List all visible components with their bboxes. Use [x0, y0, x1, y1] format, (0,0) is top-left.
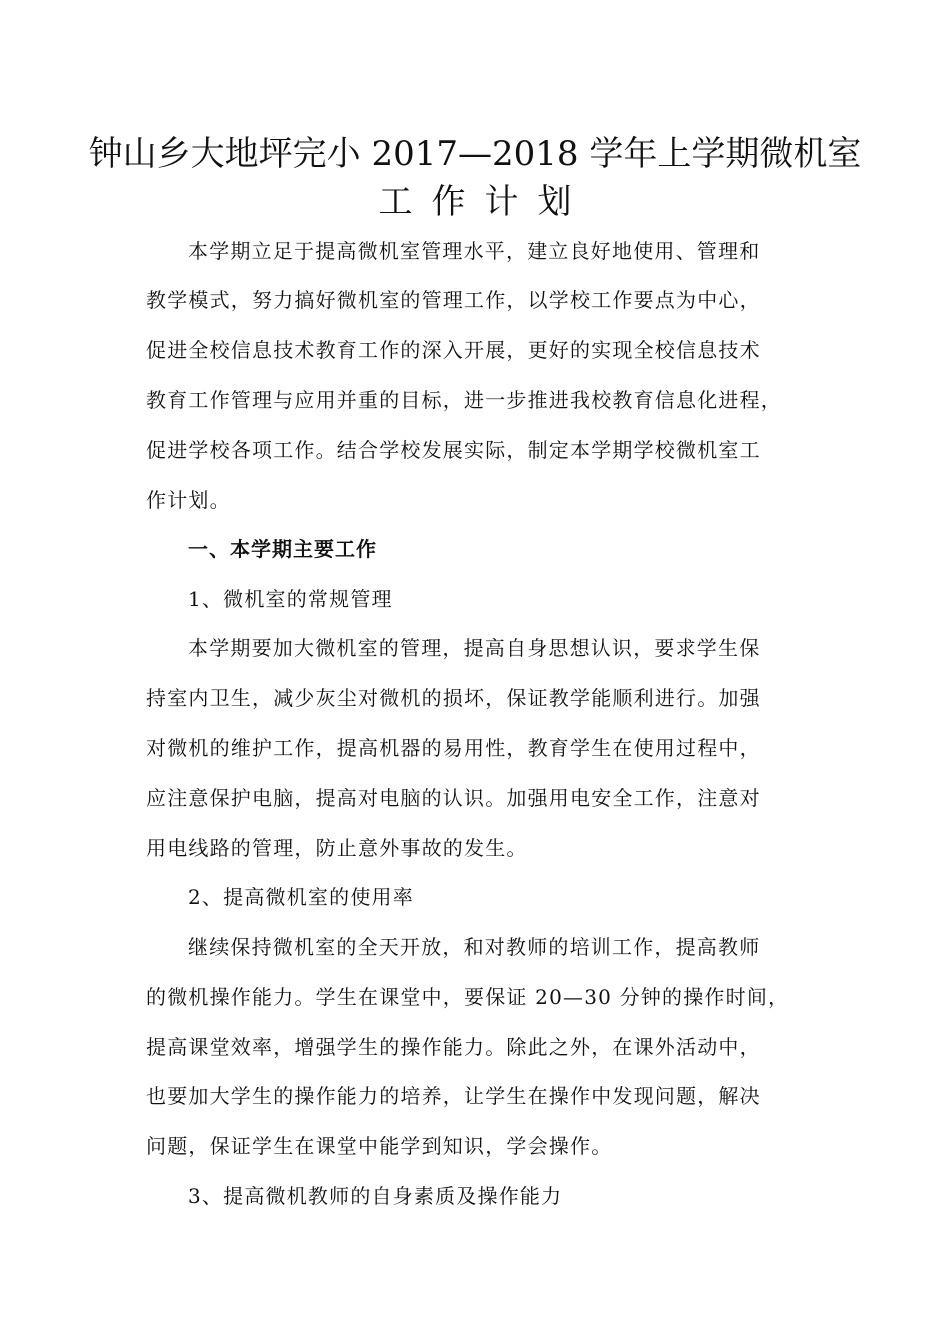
item-body-line: 本学期要加大微机室的管理，提高自身思想认识，要求学生保 [188, 636, 761, 660]
item-body-line: 继续保持微机室的全天开放，和对教师的培训工作，提高教师 [188, 935, 761, 959]
intro-line: 促进全校信息技术教育工作的深入开展，更好的实现全校信息技术 [146, 338, 761, 362]
item-body-line: 的微机操作能力。学生在课堂中，要保证 20—30 分钟的操作时间， [146, 985, 790, 1009]
intro-line: 教育工作管理与应用并重的目标，进一步推进我校教育信息化进程， [146, 388, 782, 412]
document-title-line-1: 钟山乡大地坪完小 2017—2018 学年上学期微机室 [88, 134, 862, 174]
intro-line: 作计划。 [146, 488, 231, 512]
item-body-line: 也要加大学生的操作能力的培养，让学生在操作中发现问题，解决 [146, 1084, 761, 1108]
item-body-line: 问题，保证学生在课堂中能学到知识，学会操作。 [146, 1134, 613, 1158]
item-body-line: 用电线路的管理，防止意外事故的发生。 [146, 836, 528, 860]
item-title: 3、提高微机教师的自身素质及操作能力 [188, 1184, 563, 1208]
item-body-line: 应注意保护电脑，提高对电脑的认识。加强用电安全工作，注意对 [146, 786, 761, 810]
document-title-line-2: 工作计划 [378, 182, 591, 222]
intro-line: 本学期立足于提高微机室管理水平，建立良好地使用、管理和 [188, 239, 761, 263]
section-heading: 一、本学期主要工作 [188, 537, 377, 561]
intro-line: 促进学校各项工作。结合学校发展实际，制定本学期学校微机室工 [146, 438, 761, 462]
item-title: 1、微机室的常规管理 [188, 587, 393, 611]
intro-line: 教学模式，努力搞好微机室的管理工作，以学校工作要点为中心， [146, 288, 761, 312]
item-title: 2、提高微机室的使用率 [188, 885, 414, 909]
item-body-line: 持室内卫生，减少灰尘对微机的损坏，保证教学能顺利进行。加强 [146, 686, 761, 710]
item-body-line: 提高课堂效率，增强学生的操作能力。除此之外，在课外活动中， [146, 1035, 761, 1059]
item-body-line: 对微机的维护工作，提高机器的易用性，教育学生在使用过程中， [146, 736, 761, 760]
